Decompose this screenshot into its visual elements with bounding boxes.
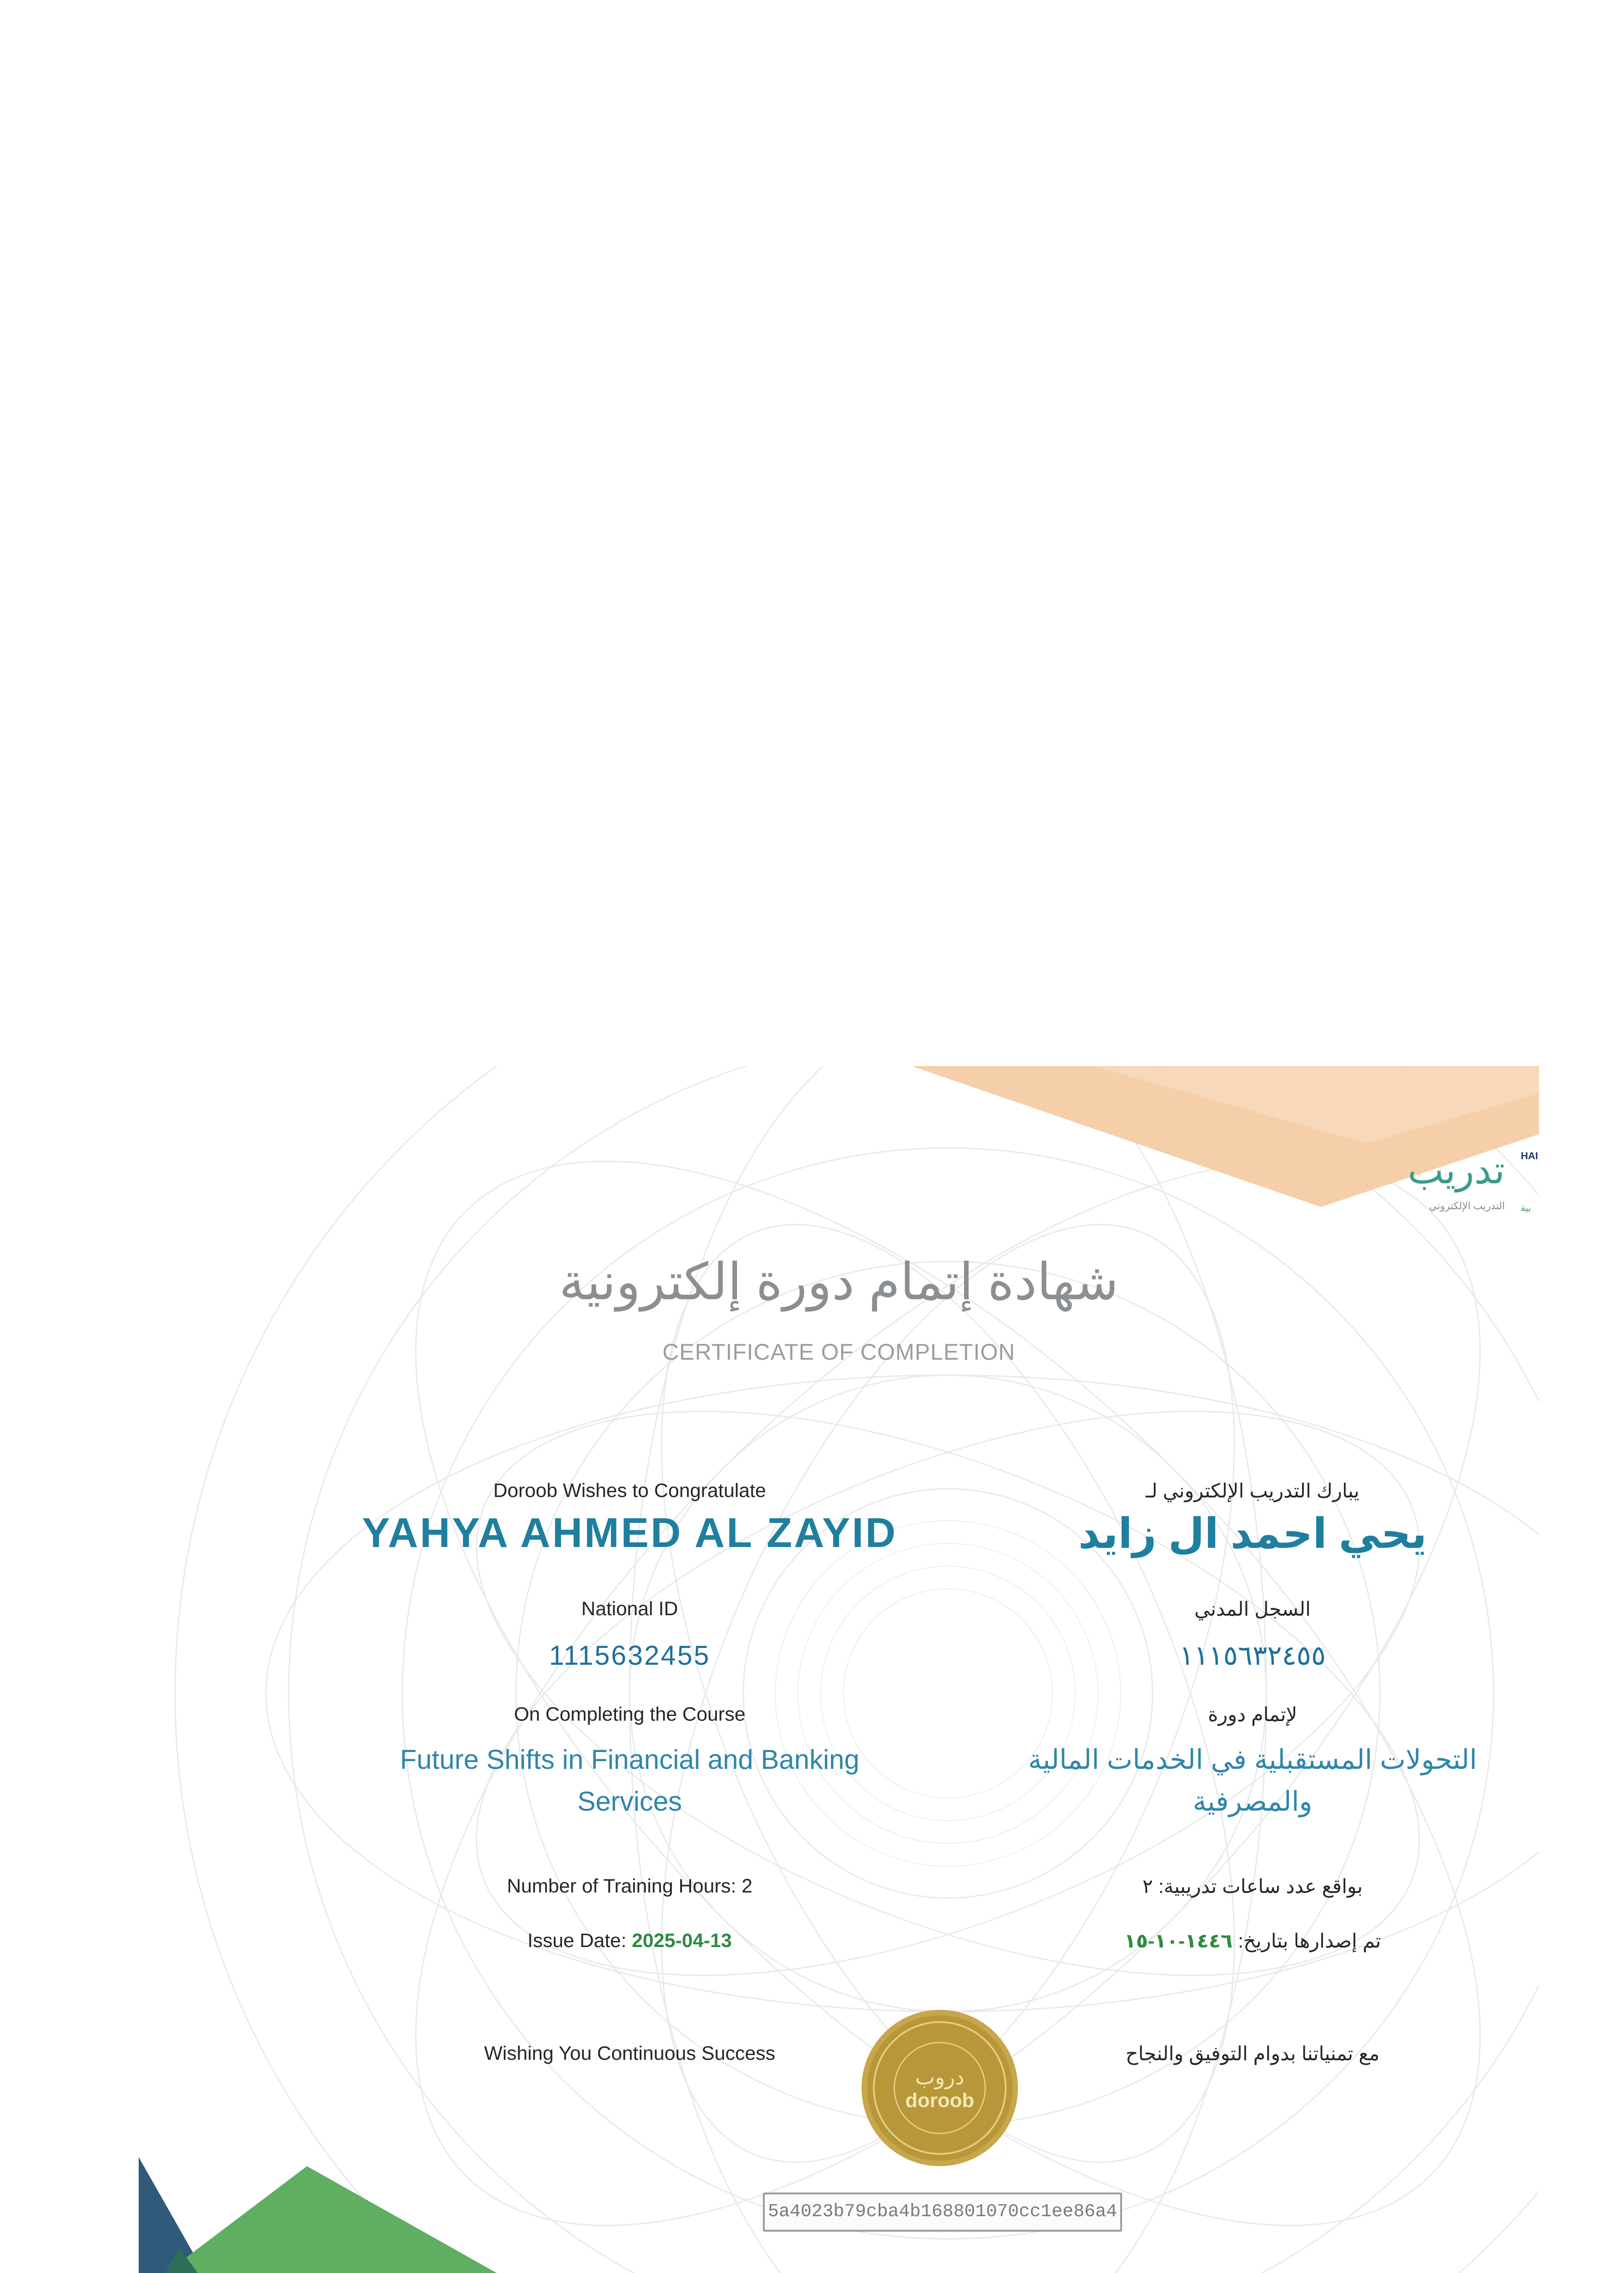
course-label-ar: لإتمام دورة [1208,1704,1298,1726]
issue-date-ar [1048,1930,1457,1953]
certificate [139,1066,1539,2273]
training-hours-ar: بواقع عدد ساعات تدريبية: ٢ [1142,1876,1363,1898]
national-id-label-ar: السجل المدني [1194,1598,1311,1620]
congrats-label-ar: يبارك التدريب الإلكتروني لـ [1146,1480,1359,1502]
certificate-hash: 5a4023b79cba4b168801070cc1ee86a4 [763,2193,1122,2232]
issue-date-value-ar: ١٤٤٦-١٠-١٥ [1124,1930,1233,1952]
seal-latin-text: doroob [905,2089,974,2112]
tadreeb-logo-subtitle: التدريب الإلكتروني [1429,1200,1505,1212]
issue-date-label-ar: تم إصدارها بتاريخ: [1238,1930,1381,1952]
issue-date-en [380,1930,880,1952]
tadreeb-logo: تدريب [1408,1149,1505,1192]
course-name-en [357,1739,902,1822]
recipient-name-ar: يحي احمد ال زايد [1078,1511,1427,1557]
national-id-value-en: 1115632455 [549,1640,711,1671]
national-id-label-en: National ID [581,1598,678,1620]
certificate-title-en: CERTIFICATE OF COMPLETION [662,1339,1015,1365]
wish-ar: مع تمنياتنا بدوام التوفيق والنجاح [1125,2043,1380,2065]
hrdf-logo-subtitle: بية [1521,1203,1531,1213]
wish-en: Wishing You Continuous Success [484,2043,776,2064]
certificate-title-ar: شهادة إتمام دورة إلكترونية [559,1253,1119,1310]
seal-arabic-text: دروب [915,2065,965,2089]
issue-date-value-en: 2025-04-13 [632,1930,732,1952]
hrdf-logo: HAI [1521,1150,1538,1162]
recipient-name-en: YAHYA AHMED AL ZAYID [362,1510,897,1556]
course-label-en: On Completing the Course [514,1703,746,1725]
course-name-ar [980,1739,1525,1822]
national-id-value-ar: ١١١٥٦٣٢٤٥٥ [1179,1640,1326,1671]
course-name-en-line1: Future Shifts in Financial and Banking [400,1744,860,1775]
issue-date-label-en: Issue Date: [527,1930,627,1952]
course-name-en-line2: Services [577,1786,682,1817]
training-hours-en: Number of Training Hours: 2 [506,1875,753,1897]
course-name-ar-line2: والمصرفية [1193,1786,1313,1817]
doroob-seal [862,2010,1018,2166]
congrats-label-en: Doroob Wishes to Congratulate [493,1480,766,1502]
corner-decoration-green [139,2166,575,2273]
course-name-ar-line1: التحولات المستقبلية في الخدمات المالية [1028,1744,1477,1775]
